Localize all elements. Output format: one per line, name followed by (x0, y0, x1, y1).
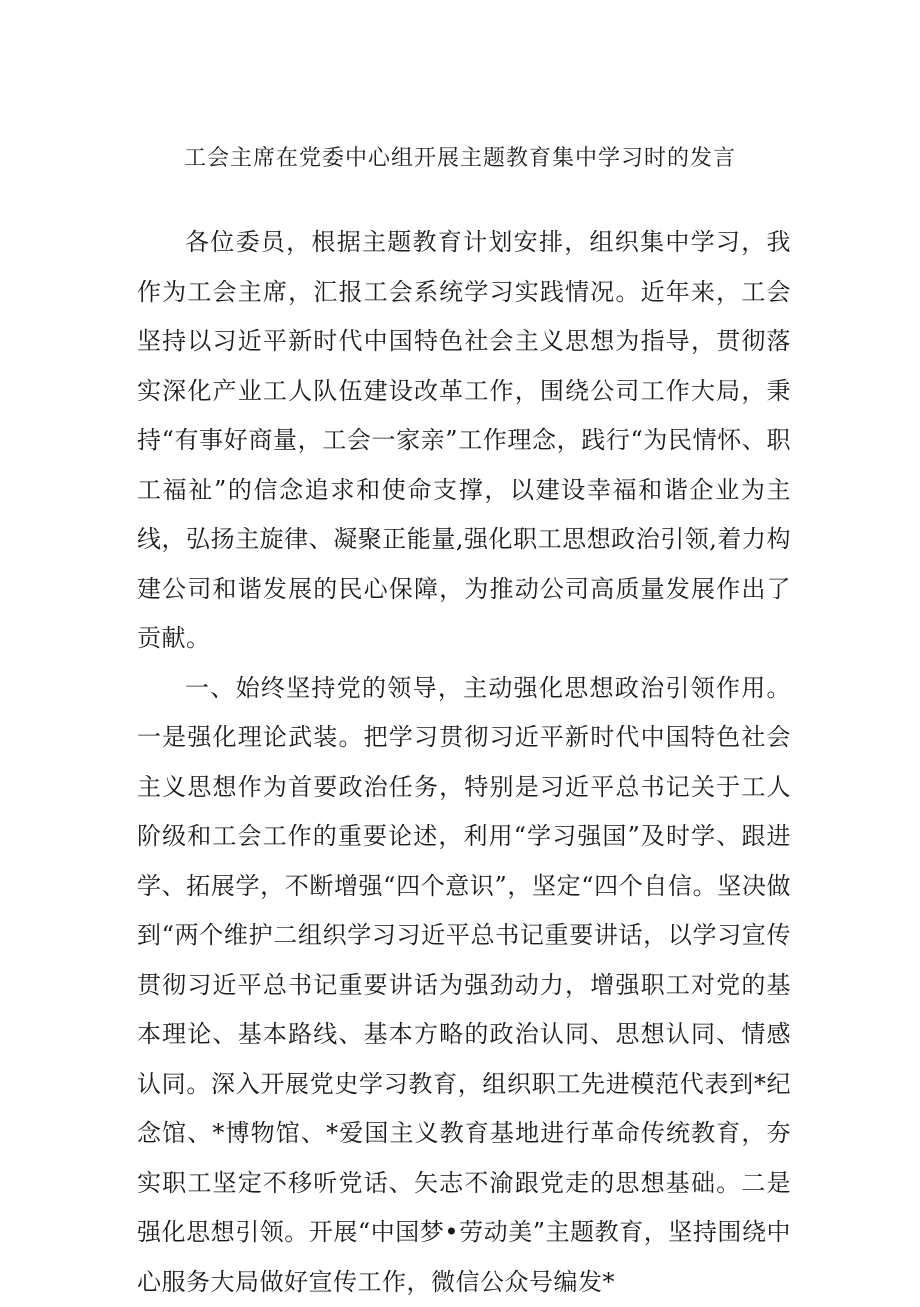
paragraph-opening: 各位委员，根据主题教育计划安排，组织集中学习，我作为工会主席，汇报工会系统学习实践情况。近年来，工会坚持以习近平新时代中国特色社会主义思想为指导，贯彻落实深化产业工人队伍建设改革工作，围绕公司工作大局，秉持“有事好商量，工会一家亲”工作理念，践行“为民情怀、职工福祉”的信念追求和使命支撑，以建设幸福和谐企业为主线，弘扬主旋律、凝聚正能量,强化职工思想政治引领,着力构建公司和谐发展的民心保障，为推动公司高质量发展作出了贡献。 (137, 218, 791, 664)
document-title: 工会主席在党委中心组开展主题教育集中学习时的发言 (0, 144, 920, 174)
document-body (137, 218, 791, 1307)
paragraph-section-one: 一、始终坚持党的领导，主动强化思想政治引领作用。一是强化理论武装。把学习贯彻习近平新时代中国特色社会主义思想作为首要政治任务，特别是习近平总书记关于工人阶级和工会工作的重要论述，利用“学习强国”及时学、跟进学、拓展学，不断增强“四个意识”，坚定“四个自信。坚决做到“两个维护二组织学习习近平总书记重要讲话，以学习宣传贯彻习近平总书记重要讲话为强劲动力，增强职工对党的基本理论、基本路线、基本方略的政治认同、思想认同、情感认同。深入开展党史学习教育，组织职工先进模范代表到*纪念馆、*博物馆、*爱国主义教育基地进行革命传统教育，夯实职工坚定不移听党话、矢志不渝跟党走的思想基础。二是强化思想引领。开展“中国梦•劳动美”主题教育，坚持围绕中心服务大局做好宣传工作，微信公众号编发* (137, 664, 791, 1307)
